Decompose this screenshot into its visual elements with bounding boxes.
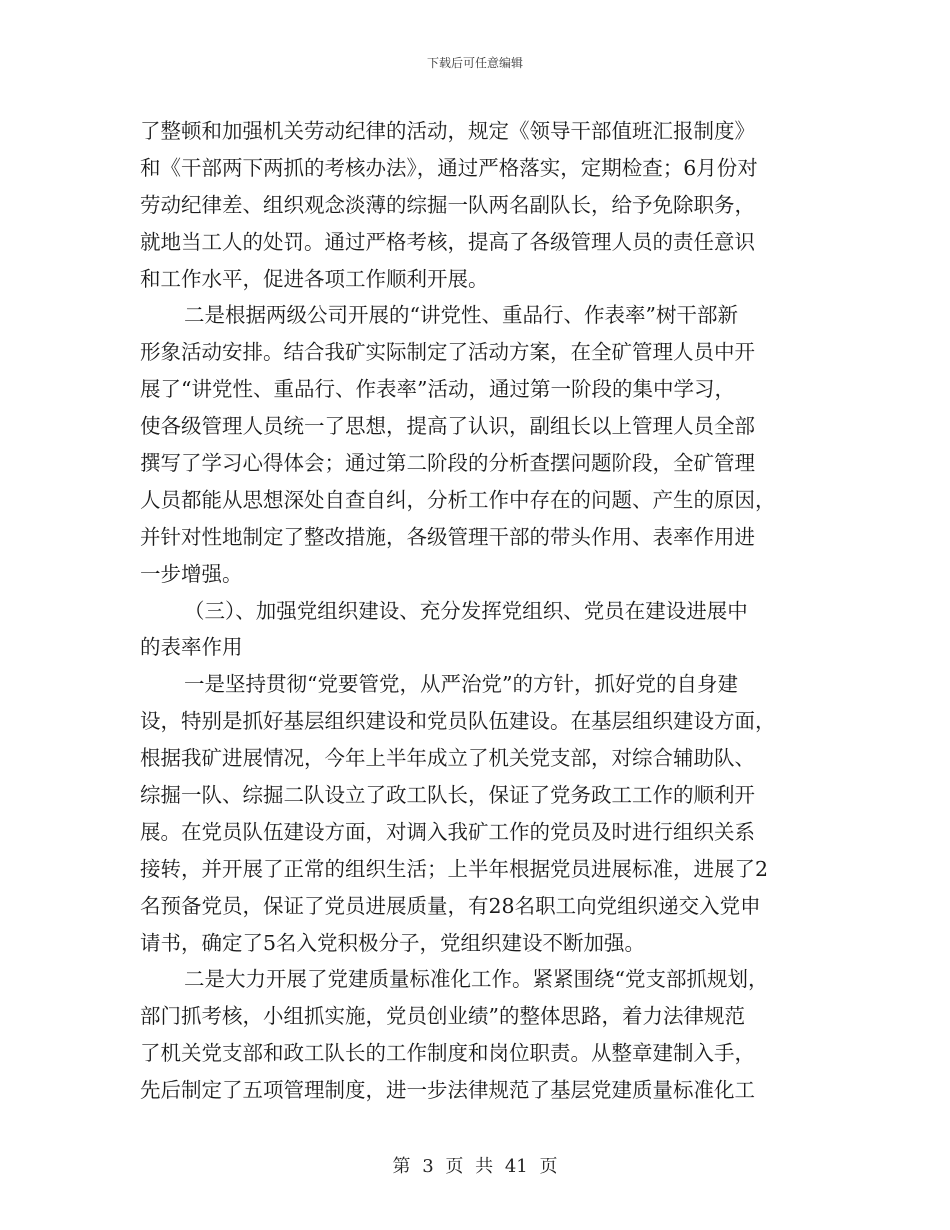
text-line: 一步增强。 (140, 561, 243, 586)
text-line: 使各级管理人员统一了思想，提高了认识，副组长以上管理人员全部 (140, 414, 755, 439)
text-line: 人员都能从思想深处自查自纠，分析工作中存在的问题、产生的原因， (140, 487, 776, 512)
text-line: 综掘一队、综掘二队设立了政工队长，保证了党务政工工作的顺利开 (140, 783, 755, 808)
text-line: 和《干部两下两抓的考核办法》，通过严格落实，定期检查；6月份对 (140, 155, 758, 180)
text-line: 先后制定了五项管理制度，进一步法律规范了基层党建质量标准化工 (140, 1078, 755, 1103)
section-heading-line: （三）、加强党组织建设、充分发挥党组织、党员在建设进展中 (184, 598, 748, 623)
text-line: 展了“讲党性、重品行、作表率”活动，通过第一阶段的集中学习， (140, 377, 735, 402)
text-line: 部门抓考核，小组抓实施，党员创业绩”的整体思路，着力法律规范 (140, 1004, 745, 1029)
text-line: 形象活动安排。结合我矿实际制定了活动方案，在全矿管理人员中开 (140, 340, 755, 365)
page-number: 第 3 页 共 41 页 (392, 1156, 558, 1177)
section-heading-line: 的表率作用 (140, 635, 243, 660)
text-line: 了机关党支部和政工队长的工作制度和岗位职责。从整章建制入手， (140, 1041, 755, 1066)
text-line: 根据我矿进展情况，今年上半年成立了机关党支部，对综合辅助队、 (140, 746, 755, 771)
paragraph-start-line: 二是大力开展了党建质量标准化工作。紧紧围绕“党支部抓规划， (184, 967, 769, 992)
text-line: 和工作水平，促进各项工作顺利开展。 (140, 266, 489, 291)
text-line: 劳动纪律差、组织观念淡薄的综掘一队两名副队长，给予免除职务， (140, 192, 755, 217)
text-line: 展。在党员队伍建设方面，对调入我矿工作的党员及时进行组织关系 (140, 819, 755, 844)
text-line: 请书，确定了5名入党积极分子，党组织建设不断加强。 (140, 930, 646, 955)
paragraph-start-line: 二是根据两级公司开展的“讲党性、重品行、作表率”树干部新 (184, 303, 738, 328)
text-line: 撰写了学习心得体会；通过第二阶段的分析查摆问题阶段，全矿管理 (140, 451, 755, 476)
paragraph-start-line: 一是坚持贯彻“党要管党，从严治党”的方针，抓好党的自身建 (184, 672, 738, 697)
text-line: 设，特别是抓好基层组织建设和党员队伍建设。在基层组织建设方面， (140, 709, 776, 734)
text-line: 了整顿和加强机关劳动纪律的活动，规定《领导干部值班汇报制度》 (140, 119, 755, 143)
text-line: 名预备党员，保证了党员进展质量，有28名职工向党组织递交入党申 (140, 893, 761, 918)
text-line: 接转，并开展了正常的组织生活；上半年根据党员进展标准，进展了2 (140, 856, 769, 881)
text-line: 就地当工人的处罚。通过严格考核，提高了各级管理人员的责任意识 (140, 229, 755, 254)
document-body (140, 113, 810, 1109)
page-header-note: 下载后可任意编辑 (426, 56, 523, 70)
text-line: 并针对性地制定了整改措施，各级管理干部的带头作用、表率作用进 (140, 524, 755, 549)
